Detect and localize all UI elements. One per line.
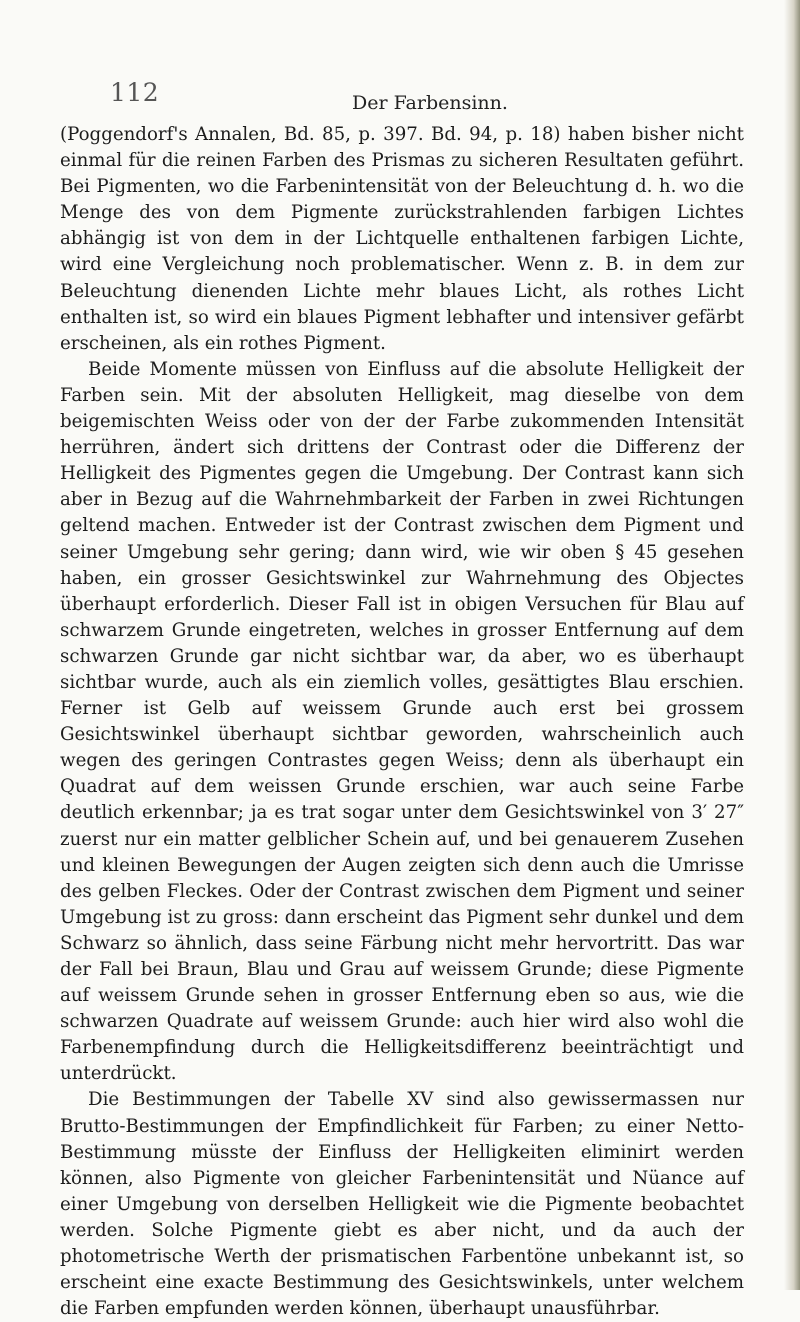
page-number: 112	[110, 78, 160, 107]
paragraph-3: Die Bestimmungen der Tabelle XV sind also gewissermassen nur Brutto-Bestimmungen der Empfindlichkeit für Farben; zu einer Netto-Bestimmung müsste der Einfluss der Helligkeiten eliminirt werden können, also Pigmente von gleicher Farbenintensität und Nüance auf einer Umgebung von derselben Helligkeit wie die Pigmente beobachtet werden. Solche Pigmente giebt es aber nicht, und da auch der photometrische Werth der prismatischen Farbentöne unbekannt ist, so erscheint eine exacte Bestimmung des Gesichtswinkels, unter welchem die Farben empfunden werden können, überhaupt unausführbar.	[60, 1089, 744, 1320]
page-edge-shadow	[784, 0, 800, 1290]
paragraph-1: (Poggendorf's Annalen, Bd. 85, p. 397. Bd. 94, p. 18) haben bisher nicht einmal für die reinen Farben des Prismas zu sicheren Resultaten geführt. Bei Pigmenten, wo die Farbenintensität von der Beleuchtung d. h. wo die Menge des von dem Pigmente zurückstrahlenden farbigen Lichtes abhängig ist von dem in der Lichtquelle enthaltenen farbigen Lichte, wird eine Vergleichung noch problematischer. Wenn z. B. in dem zur Beleuchtung dienenden Lichte mehr blaues Licht, als rothes Licht enthalten ist, so wird ein blaues Pigment lebhafter und intensiver gefärbt erscheinen, als ein rothes Pigment.	[60, 124, 744, 354]
running-head: Der Farbensinn.	[352, 92, 508, 114]
paragraph-2: Beide Momente müssen von Einfluss auf die absolute Helligkeit der Farben sein. Mit der absoluten Helligkeit, mag dieselbe von dem beigemischten Weiss oder von der der Farbe zukommenden Intensität herrühren, ändert sich drittens der Contrast oder die Differenz der Helligkeit des Pigmentes gegen die Umgebung. Der Contrast kann sich aber in Bezug auf die Wahrnehmbarkeit der Farben in zwei Richtungen geltend machen. Entweder ist der Contrast zwischen dem Pigment und seiner Umgebung sehr gering; dann wird, wie wir oben § 45 gesehen haben, ein grosser Gesichtswinkel zur Wahrnehmung des Objectes überhaupt erforderlich. Dieser Fall ist in obigen Versuchen für Blau auf schwarzem Grunde eingetreten, welches in grosser Entfernung auf dem schwarzen Grunde gar nicht sichtbar war, da aber, wo es überhaupt sichtbar wurde, auch als ein ziemlich volles, gesättigtes Blau erschien. Ferner ist Gelb auf weissem Grunde auch erst bei grossem Gesichtswinkel überhaupt sichtbar geworden, wahrscheinlich auch wegen des geringen Contrastes gegen Weiss; denn als überhaupt ein Quadrat auf dem weissen Grunde erschien, war auch seine Farbe deutlich erkennbar; ja es trat sogar unter dem Gesichtswinkel von 3′ 27″ zuerst nur ein matter gelblicher Schein auf, und bei genauerem Zusehen und kleinen Bewegungen der Augen zeigten sich denn auch die Umrisse des gelben Fleckes. Oder der Contrast zwischen dem Pigment und seiner Umgebung ist zu gross: dann erscheint das Pigment sehr dunkel und dem Schwarz so ähnlich, dass seine Färbung nicht mehr hervortritt. Das war der Fall bei Braun, Blau und Grau auf weissem Grunde; diese Pigmente auf weissem Grunde sehen in grosser Entfernung eben so aus, wie die schwarzen Quadrate auf weissem Grunde: auch hier wird also wohl die Farbenempfindung durch die Helligkeitsdifferenz beeinträchtigt und unterdrückt.	[60, 358, 744, 1085]
page-header	[110, 70, 750, 114]
body-text	[60, 122, 744, 1322]
